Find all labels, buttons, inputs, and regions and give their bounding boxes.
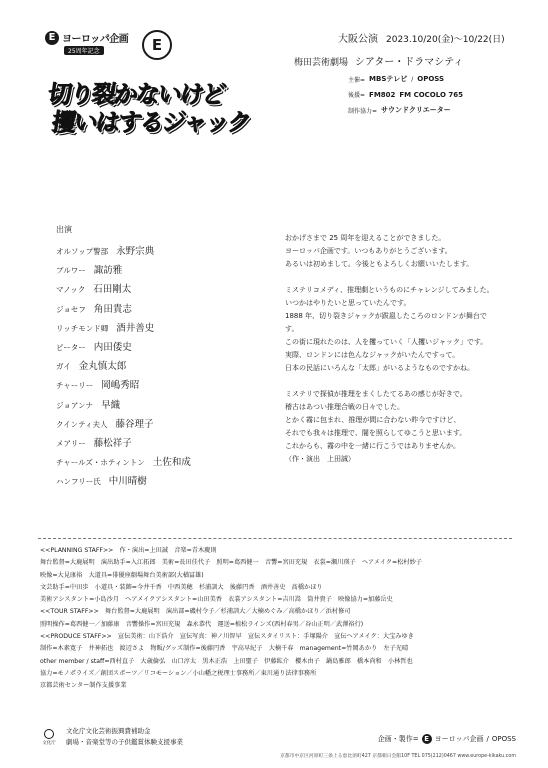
cast-actor: 角田貴志: [93, 303, 132, 315]
message-line: 実際、ロンドンには色んなジャックがいたんですって。: [285, 351, 460, 359]
staff-line: 映像=大見康裕 大道具=俳優座劇場舞台美術部(大楢冨雄): [40, 571, 204, 579]
cast-actor: 金丸慎太郎: [78, 361, 127, 373]
staff-line: <<TOUR STAFF>> 舞台監督=大鹿展明 演出部=磯村令子／杉浦訓大／大楠めぐみ／高橋かほり／浜村修司: [40, 608, 351, 616]
agency-line1: 文化庁文化芸術振興費補助金: [66, 727, 151, 735]
message-spacer: [285, 271, 525, 284]
cast-role: リッチモンド卿: [56, 323, 109, 333]
cast-actor: 永野宗典: [116, 246, 155, 257]
staff-line: 文芸助手=中田歩 小道具・装飾=今井千香 中西美穂 杉浦訓大 後藤円香 酒井善史 髙橋かほり: [40, 583, 323, 591]
cast-role: ブルワー: [56, 266, 86, 276]
cast-actor: 中川晴樹: [108, 476, 147, 488]
cast-row: [56, 377, 286, 396]
producer-credit: [378, 734, 516, 744]
agency-logo-icon: [38, 726, 60, 748]
cast-row: [56, 262, 286, 281]
cast-role: チャーリー: [56, 381, 94, 391]
support-fm802: FM802: [369, 90, 396, 99]
cast-row: [56, 301, 286, 320]
staff-line: 協力=モノポライズ／創団スポーツ／リコモーション／小山幡之税理士事務所／東川通り法律事務所: [40, 669, 317, 677]
coop-row: [348, 105, 516, 115]
cast-header: 出演: [56, 225, 72, 234]
agency-line2: 劇場・音楽堂等の子供鑑賞体験支援事業: [66, 738, 183, 746]
message-line: ヨーロッパ企画です。いつもありがとうございます。: [285, 247, 452, 255]
venue-hall: [294, 53, 516, 68]
company-e-icon: E: [45, 31, 59, 45]
director-message: [285, 232, 525, 466]
message-line: ミステリコメディ、推理劇というものにチャレンジしてみました。: [285, 286, 494, 294]
producer-oposs: OPOSS: [491, 735, 516, 743]
title-logo: [30, 30, 270, 136]
venue-city: 大阪公演: [338, 34, 378, 45]
message-line: 稽古はあつい推理合戦の日々でした。: [285, 403, 404, 411]
cast-actor: 諏訪雅: [93, 265, 123, 277]
cast-row: [56, 454, 286, 473]
sponsor-row: [348, 74, 516, 84]
cast-row: [56, 243, 286, 262]
cast-role: メアリー: [56, 438, 86, 448]
cast-actor: 藤谷理子: [115, 418, 154, 430]
cast-role: ジョアンナ: [56, 400, 94, 410]
cast-actor: 藤松祥子: [93, 437, 132, 449]
staff-credits: [40, 545, 520, 693]
venue-hall-name: シアター・ドラマシティ: [354, 57, 464, 68]
producer-name: ヨーロッパ企画: [434, 735, 484, 743]
coop-label: 制作協力=: [348, 107, 378, 115]
message-line: これからも、霧の中を一緒に行こうではありませんか。: [285, 442, 460, 450]
message-line: おかげさまで 25 周年を迎えることができました。: [285, 234, 446, 242]
message-line: （作・演出 上田誠）: [285, 455, 355, 463]
cast-role: クインティ夫人: [56, 419, 108, 429]
venue-info: [286, 30, 516, 115]
cast-role: ガイ: [56, 362, 71, 372]
staff-line: 制作=木素寛子 井神拓也 渡辺さよ 物販/グッズ制作=後藤円香 宇高早紀子 大楠千春 management=竹岡あかり 左子光晴: [40, 645, 409, 653]
agency-support: [38, 726, 183, 748]
cast-actor: 岡嶋秀昭: [101, 380, 140, 392]
cast-row: [56, 339, 286, 358]
section-divider: [38, 538, 512, 539]
cast-role: ピーター: [56, 342, 86, 352]
anniversary-badge: 25周年記念: [64, 46, 104, 55]
company-logo: [45, 30, 128, 45]
message-line: それでも我々は推理で、闇を照らしてゆこうと思います。: [285, 429, 467, 437]
cast-row: [56, 320, 286, 339]
producer-e-icon: E: [422, 734, 432, 744]
coop-sound-creator: サウンドクリエーター: [381, 106, 451, 114]
cast-row: [56, 397, 286, 416]
support-cocolo: FM COCOLO 765: [399, 90, 463, 99]
producer-label: 企画・製作=: [377, 735, 419, 743]
staff-line: <<PLANNING STAFF>> 作・演出=上田誠 音楽=青木慶則: [40, 547, 217, 554]
cast-row: [56, 358, 286, 377]
producer-address: 京都市中京区河原町三条上る恵比須町427 京都朝日会館10F TEL 075(212)0467 www.europe-kikaku.com: [280, 754, 516, 759]
cast-role: ジョセフ: [56, 304, 86, 314]
cast-actor: 酒井善史: [116, 322, 155, 334]
emblem-icon: E: [142, 30, 172, 60]
staff-line: 照明操作=葛西健一／加藤康 音響操作=宮田充規 森永恭代 運送=植松ラインズ(西村春男／谷山正明／武澤裕行): [40, 620, 364, 628]
sponsor-oposs: OPOSS: [417, 75, 445, 83]
support-label: 後援=: [348, 92, 366, 99]
cast-row: [56, 281, 286, 300]
support-row: [348, 90, 516, 99]
company-name: ヨーロッパ企画: [62, 34, 129, 45]
message-line: とかく霧に包まれ、推理が間に合わない昨今ですけど、: [285, 416, 461, 424]
cast-row: [56, 416, 286, 435]
cast-actor: 内田倭史: [93, 341, 132, 353]
message-line: あるいは初めまして。今後ともよろしくお願いいたします。: [285, 260, 474, 268]
staff-line: 美術アシスタント=小島沙月 ヘアメイクアシスタント=山田美香 衣裳アシスタント=吉川嵩 筒井貴子 映像協力=加藤岳史: [40, 596, 393, 604]
message-line: いつかはやりたいと思っていたんです。: [285, 299, 411, 307]
message-spacer: [285, 375, 525, 388]
staff-line: <<PRODUCE STAFF>> 宣伝美術：山下浩介 宣伝写真：神ノ川智早 宣伝スタイリスト：手塚陽介 宣伝ヘアメイク：大宝みゆき: [40, 633, 414, 641]
producer-sep: /: [486, 735, 489, 743]
cast-actor: 石田剛太: [93, 284, 132, 296]
cast-role: チャールズ・ホティントン: [56, 458, 145, 468]
cast-actor: 早織: [101, 399, 121, 411]
sponsor-mbs: MBSテレビ: [369, 75, 408, 83]
agency-mark-text: 文化庁: [42, 740, 56, 746]
message-line: この街に現れたのは、人を攫っていく「人攫いジャック」です。: [285, 338, 488, 346]
staff-line: 京都芸術センター制作支援事業: [40, 682, 127, 690]
sponsor-label: 主催=: [348, 76, 366, 84]
message-line: 日本の民話にいろんな「太郎」がいるようなものですかね。: [285, 364, 474, 372]
cast-list: [56, 224, 286, 492]
cast-actor: 土佐和成: [152, 457, 191, 469]
staff-line: 舞台監督=大鹿展明 演出助手=入江拓郎 美術=長田佳代子 照明=葛西健一 音響=宮田充規 衣裳=瀬川瑛子 ヘアメイク=松村妙子: [40, 559, 422, 567]
cast-row: [56, 473, 286, 492]
cast-role: マノック: [56, 285, 86, 295]
venue-hall-prefix: 梅田芸術劇場: [294, 58, 349, 68]
cast-role: オルソップ警部: [56, 247, 109, 256]
message-line: ミステリで探偵が推理をまくしたてるあの感じが好きで。: [285, 390, 467, 398]
sponsor-sep: /: [411, 75, 414, 83]
message-line: す。: [285, 325, 299, 333]
play-title-line1: 切り裂かないけど: [45, 80, 226, 108]
cast-row: [56, 435, 286, 454]
staff-line: other member / staff=西村直子 大歳倫弘 山口淳太 黒木正浩 上田聖子 伊藤紘介 櫻木由子 鍋島雅郎 橋本尚和 小林哲也: [40, 657, 413, 665]
play-title-line2: 攫いはするジャック: [49, 108, 252, 136]
message-line: 1888 年、切り裂きジャックが跋扈したころのロンドンが舞台で: [285, 312, 487, 320]
venue-dates: 2023.10/20(金)〜10/22(日): [386, 35, 505, 45]
cast-role: ハンフリー氏: [56, 477, 101, 487]
